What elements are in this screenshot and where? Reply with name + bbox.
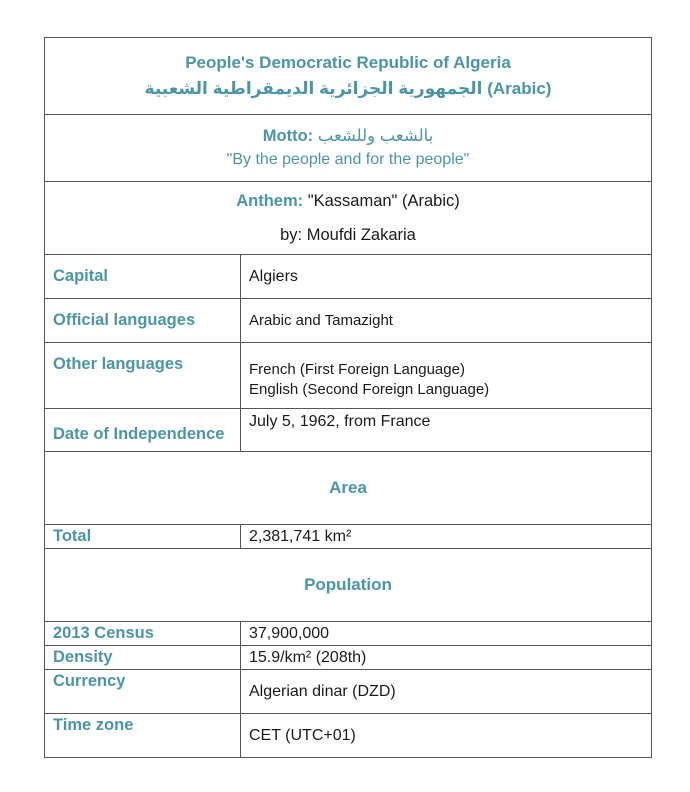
row-value-independence: July 5, 1962, from France xyxy=(241,409,652,452)
header-cell xyxy=(45,38,652,115)
anthem-name: "Kassaman" xyxy=(307,192,398,210)
anthem-row xyxy=(45,182,652,255)
row-value-currency: Algerian dinar (DZD) xyxy=(241,670,652,714)
area-heading: Area xyxy=(45,452,652,525)
row-label-currency: Currency xyxy=(45,670,241,714)
row-label-census: 2013 Census xyxy=(45,622,241,646)
anthem-line xyxy=(45,184,651,218)
row-value-census: 37,900,000 xyxy=(241,622,652,646)
arabic-name-line xyxy=(45,76,651,108)
row-label-capital: Capital xyxy=(45,255,241,299)
anthem-cell xyxy=(45,182,652,255)
table-row xyxy=(45,622,652,646)
row-label-other-languages: Other languages xyxy=(45,343,241,409)
population-heading: Population xyxy=(45,549,652,622)
anthem-label: Anthem: xyxy=(236,192,304,210)
motto-english: "By the people and for the people" xyxy=(226,151,470,168)
motto-cell xyxy=(45,115,652,182)
anthem-author: by: Moufdi Zakaria xyxy=(280,226,416,244)
other-language-1: French (First Foreign Language) xyxy=(249,360,465,378)
table-row xyxy=(45,646,652,670)
table-row xyxy=(45,255,652,299)
row-value-official-languages: Arabic and Tamazight xyxy=(241,299,652,343)
table-row xyxy=(45,409,652,452)
population-heading-row xyxy=(45,549,652,622)
table-row xyxy=(45,343,652,409)
row-label-official-languages: Official languages xyxy=(45,299,241,343)
motto-line xyxy=(45,124,651,148)
arabic-note: (Arabic) xyxy=(487,79,552,98)
country-name: People's Democratic Republic of Algeria xyxy=(185,53,511,72)
country-info-table xyxy=(44,37,652,758)
anthem-language: (Arabic) xyxy=(402,192,460,210)
row-value-total: 2,381,741 km² xyxy=(241,525,652,549)
motto-arabic: بالشعب وللشعب xyxy=(317,127,434,145)
motto-label: Motto: xyxy=(262,127,314,145)
row-value-density: 15.9/km² (208th) xyxy=(241,646,652,670)
row-label-timezone: Time zone xyxy=(45,714,241,758)
row-label-independence: Date of Independence xyxy=(45,409,241,452)
table-row xyxy=(45,299,652,343)
arabic-name: الجمهورية الجزائرية الديمقراطية الشعبية xyxy=(144,79,483,98)
header-row xyxy=(45,38,652,115)
row-value-timezone: CET (UTC+01) xyxy=(241,714,652,758)
row-value-capital: Algiers xyxy=(241,255,652,299)
area-heading-row xyxy=(45,452,652,525)
motto-row xyxy=(45,115,652,182)
table-row xyxy=(45,525,652,549)
table-row xyxy=(45,670,652,714)
row-value-other-languages xyxy=(241,343,652,409)
row-label-total: Total xyxy=(45,525,241,549)
row-label-density: Density xyxy=(45,646,241,670)
other-language-2: English (Second Foreign Language) xyxy=(249,380,490,398)
table-row xyxy=(45,714,652,758)
